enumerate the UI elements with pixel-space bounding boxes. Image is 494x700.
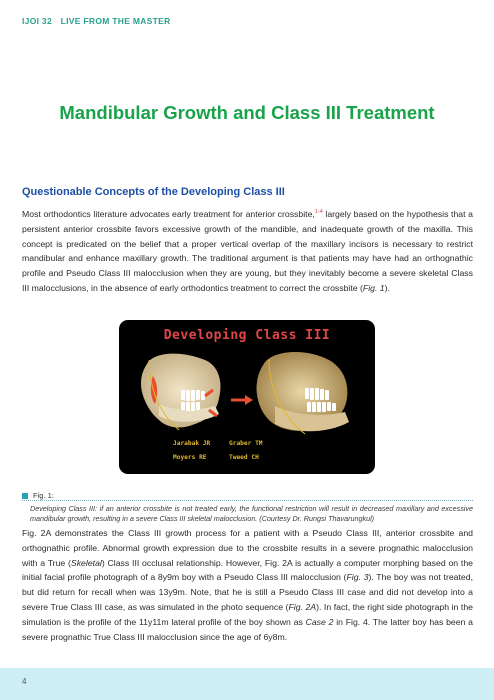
para2-text-e: in Fig. 4. The latter boy has been a severe prognathic True Class III malocclusion since the age of 6y8m.: [22, 616, 474, 642]
author-label: Moyers RE: [173, 454, 207, 461]
case-ref: Case 2: [305, 616, 334, 627]
figure-title: Developing Class III: [163, 328, 331, 343]
caption-divider: [22, 500, 473, 501]
body-paragraph-1: [22, 207, 473, 296]
page-number: 4: [22, 677, 27, 686]
skeletal-term: Skeletal: [70, 557, 102, 568]
caption-marker-icon: [22, 493, 28, 499]
citation-ref: 1-4: [314, 209, 323, 216]
author-label: Jarabak JR: [173, 440, 211, 447]
author-label: Graber TM: [229, 440, 263, 447]
journal-label: IJOI 32: [22, 16, 52, 26]
body-paragraph-2: [22, 526, 473, 644]
author-label: Tweed CH: [229, 454, 259, 461]
para1-text-a: Most orthodontics literature advocates early treatment for anterior crossbite,: [22, 209, 315, 219]
article-title: Mandibular Growth and Class III Treatment: [59, 102, 435, 123]
para2-text-b: ) Class III occlusal relationship. However, Fig. 2A is actually a computer morphing based on the initial facial profile photograph of a 8y9m boy with a Pseudo Class III malocclusion (: [22, 557, 473, 583]
para1-text-c: ).: [384, 282, 390, 293]
figure-caption-heading: [22, 491, 54, 500]
running-header: [22, 16, 171, 26]
figure-developing-class-iii: [119, 320, 375, 474]
figure-ref: Fig. 1: [362, 282, 385, 293]
para2-text-d: ). In fact, the right side photograph in the simulation is the profile of the 11y11m lateral profile of the boy shown as: [22, 601, 473, 627]
figure-ref: Fig. 3: [346, 572, 369, 583]
figure-caption-text: Developing Class III: if an anterior crossbite is not treated early, the functional restriction will result in decreased maxillary and excessive mandibular growth, resulting in a severe Class III skeletal malocclusion. (Courtesy Dr. Rungsi Thavarungkul): [30, 504, 473, 523]
para2-text-a: Fig. 2A demonstrates the Class III growth process for a patient with a Pseudo Class III, anterior crossbite and orthognathic profile. Abnormal growth expression due to the crossbite results in a severe prognathic malocclusion with a True (: [22, 528, 473, 568]
footer-bar: [0, 668, 494, 700]
para1-text-b: largely based on the hypothesis that a persistent anterior crossbite favors excessive growth of the mandible, and inadequate growth of the maxilla. This concept is predicated on the belief that a proper vertical overlap of the maxillary incisors is necessary to restrict mandibular and enhance maxillary growth. The traditional argument is that patients may have had an orthognathic profile and Pseudo Class III malocclusion when they are young, but they inevitably become a severe skeletal Class III malocclusions, in the absence of early orthodontics treatment to correct the crossbite (: [22, 209, 473, 293]
section-label: LIVE FROM THE MASTER: [60, 16, 171, 26]
para2-text-c: ). The boy was not treated, but did return for recall when was 13y9m. Note, that he is still a Pseudo Class III case and did not develop into a severe True Class III case, as was simulated in the photo sequence (: [22, 572, 473, 612]
skull-illustration: [119, 320, 375, 474]
section-subheading: Questionable Concepts of the Developing Class III: [22, 186, 285, 198]
caption-label: Fig. 1:: [33, 491, 54, 500]
figure-ref: Fig. 2A: [288, 601, 317, 612]
